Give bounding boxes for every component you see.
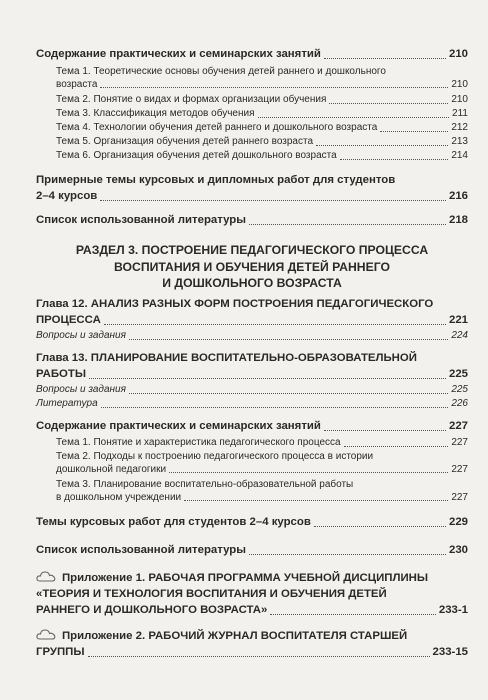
entry-line: 2–4 курсов (36, 190, 98, 202)
entry-title: Содержание практических и семинарских занятий (36, 420, 321, 432)
dot-leader (316, 145, 448, 146)
toc-subentry-4-1[interactable] (36, 437, 468, 450)
entry-line: Тема 2. Подходы к построению педагогического процесса в истории (56, 451, 374, 462)
toc-subentry-1-5[interactable] (36, 136, 468, 149)
page-number: 218 (448, 214, 468, 226)
entry-line: Глава 13. ПЛАНИРОВАНИЕ ВОСПИТАТЕЛЬНО-ОБРАЗОВАТЕЛЬНОЙ (36, 352, 417, 364)
entry-line: Приложение 1. РАБОЧАЯ ПРОГРАММА УЧЕБНОЙ ДИСЦИПЛИНЫ (62, 572, 429, 584)
entry-line: Тема 2. Понятие о видах и формах организации обучения (56, 94, 327, 105)
toc-entry-chapter-13[interactable] (36, 350, 468, 382)
page-number: 226 (451, 398, 468, 409)
dot-leader (324, 58, 446, 59)
entry-line: Тема 3. Классификация методов обучения (56, 108, 255, 119)
toc-entry-appendix-2[interactable] (36, 628, 468, 660)
entry-line: Тема 5. Организация обучения детей раннего возраста (56, 136, 314, 147)
section-line: ВОСПИТАНИЯ И ОБУЧЕНИЯ ДЕТЕЙ РАННЕГО (114, 259, 390, 274)
toc-entry-course-themes[interactable] (36, 172, 468, 204)
toc-entry-literature-1[interactable] (36, 212, 468, 228)
section-heading (36, 242, 468, 292)
toc-subentry-4-3[interactable] (36, 479, 468, 504)
toc-entry-course-themes-2[interactable] (36, 514, 468, 530)
cloud-icon (36, 628, 56, 640)
entry-line: Вопросы и задания (36, 384, 126, 395)
page-number: 210 (451, 78, 468, 90)
page-number: 211 (452, 108, 468, 119)
entry-line: Тема 6. Организация обучения детей дошкольного возраста (56, 150, 337, 161)
toc-subentry-ch13-literature[interactable] (36, 398, 468, 411)
page-number: 227 (448, 420, 468, 432)
section-line: И ДОШКОЛЬНОГО ВОЗРАСТА (162, 276, 342, 290)
toc-subentry-ch12-questions[interactable] (36, 330, 468, 343)
entry-line: Примерные темы курсовых и дипломных работ для студентов (36, 174, 396, 186)
toc-subentry-ch13-questions[interactable] (36, 384, 468, 397)
toc-subentry-4-2[interactable] (36, 451, 468, 476)
dot-leader (129, 339, 448, 340)
entry-line: «ТЕОРИЯ И ТЕХНОЛОГИЯ ВОСПИТАНИЯ И ОБУЧЕНИЯ ДЕТЕЙ (36, 588, 387, 600)
section-line: РАЗДЕЛ 3. ПОСТРОЕНИЕ ПЕДАГОГИЧЕСКОГО ПРОЦЕССА (75, 243, 429, 257)
page-number: 233-1 (438, 604, 468, 616)
entry-line: Тема 4. Технологии обучения детей раннего и дошкольного возраста (56, 122, 378, 133)
page-number: 221 (448, 314, 468, 326)
dot-leader (89, 378, 446, 379)
page-number: 227 (451, 437, 468, 448)
page-number: 227 (451, 463, 468, 475)
entry-title: Содержание практических и семинарских занятий (36, 48, 321, 60)
page-number: 212 (451, 122, 468, 133)
dot-leader (129, 393, 448, 394)
dot-leader (270, 614, 436, 615)
entry-line: Тема 1. Понятие и характеристика педагогического процесса (56, 437, 341, 448)
page-number: 225 (448, 368, 468, 380)
entry-title: Список использованной литературы (36, 214, 246, 226)
dot-leader (101, 407, 449, 408)
entry-line: дошкольной педагогики (56, 463, 167, 475)
dot-leader (249, 554, 446, 555)
page-number: 214 (451, 150, 468, 161)
toc-subentry-1-1[interactable] (36, 66, 468, 91)
dot-leader (258, 117, 450, 118)
entry-line: Вопросы и задания (36, 330, 126, 341)
dot-leader (340, 159, 449, 160)
page-number: 210 (448, 48, 468, 60)
entry-line: возраста (56, 78, 98, 90)
page-number: 213 (451, 136, 468, 147)
dot-leader (100, 87, 448, 88)
toc-subentry-1-4[interactable] (36, 122, 468, 135)
page-number: 229 (448, 516, 468, 528)
toc-subentry-1-3[interactable] (36, 108, 468, 121)
entry-line: РАБОТЫ (36, 368, 86, 380)
toc-subentry-1-2[interactable] (36, 94, 468, 107)
dot-leader (249, 224, 446, 225)
entry-line: Приложение 2. РАБОЧИЙ ЖУРНАЛ ВОСПИТАТЕЛЯ СТАРШЕЙ (62, 630, 408, 642)
entry-line: Литература (36, 398, 98, 409)
dot-leader (104, 324, 446, 325)
entry-line: РАННЕГО И ДОШКОЛЬНОГО ВОЗРАСТА» (36, 604, 268, 616)
dot-leader (100, 200, 446, 201)
entry-line: в дошкольном учреждении (56, 491, 182, 503)
page-number: 216 (448, 190, 468, 202)
page-number: 230 (448, 544, 468, 556)
entry-title: Список использованной литературы (36, 544, 246, 556)
toc-entry-practice-1[interactable] (36, 46, 468, 62)
dot-leader (184, 500, 448, 501)
dot-leader (344, 446, 449, 447)
entry-line: Тема 1. Теоретические основы обучения детей раннего и дошкольного (56, 66, 386, 77)
dot-leader (88, 656, 430, 657)
dot-leader (324, 430, 446, 431)
page-number: 225 (451, 384, 468, 395)
cloud-icon (36, 570, 56, 582)
entry-line: ГРУППЫ (36, 646, 85, 658)
dot-leader (314, 526, 446, 527)
page-number: 224 (451, 330, 468, 341)
entry-line: Тема 3. Планирование воспитательно-образовательной работы (56, 479, 354, 490)
dot-leader (169, 472, 448, 473)
page-number: 227 (451, 491, 468, 503)
entry-line: Глава 12. АНАЛИЗ РАЗНЫХ ФОРМ ПОСТРОЕНИЯ ПЕДАГОГИЧЕСКОГО (36, 298, 434, 310)
toc-subentry-1-6[interactable] (36, 150, 468, 163)
entry-line: ПРОЦЕССА (36, 314, 101, 326)
toc-entry-appendix-1[interactable] (36, 570, 468, 618)
entry-title: Темы курсовых работ для студентов 2–4 курсов (36, 516, 311, 528)
page-number: 233-15 (432, 646, 468, 658)
toc-entry-literature-2[interactable] (36, 542, 468, 558)
dot-leader (329, 103, 448, 104)
toc-entry-chapter-12[interactable] (36, 296, 468, 328)
dot-leader (380, 131, 448, 132)
page-number: 210 (451, 94, 468, 105)
toc-entry-practice-2[interactable] (36, 418, 468, 434)
